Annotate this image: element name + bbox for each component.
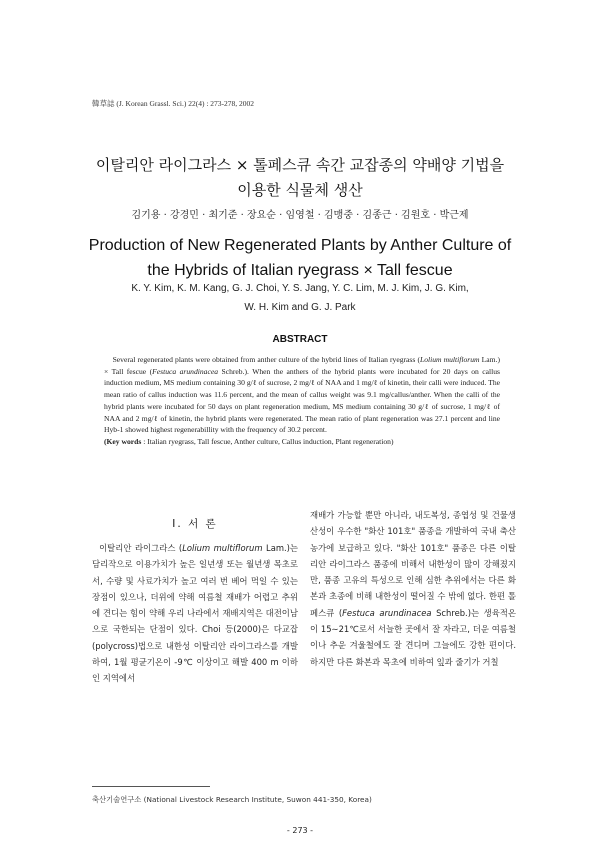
- right-paragraph: [310, 507, 516, 670]
- left-species-name: Lolium multiflorum: [182, 543, 263, 553]
- english-title-line-1: Production of New Regenerated Plants by Anther Culture of: [88, 237, 512, 254]
- footnote-affiliation: 축산기술연구소 (National Livestock Research Institute, Suwon 441-350, Korea): [92, 795, 372, 804]
- left-column-text: [92, 540, 298, 687]
- abstract-heading: ABSTRACT: [272, 334, 328, 345]
- left-text-1: 이탈리안 라이그라스 (: [99, 543, 183, 553]
- keywords-label: (Key words: [104, 436, 142, 446]
- right-species-name: Festuca arundinacea: [342, 607, 432, 618]
- abstract-paragraph: [104, 354, 500, 436]
- abstract-text-2: Lam.) × Tall fescue (: [104, 355, 500, 376]
- abstract-text-1: Several regenerated plants were obtained from anther culture of the hybrid lines of Italian ryegrass (: [112, 355, 420, 364]
- keywords: [104, 436, 500, 448]
- right-column-text: [310, 507, 516, 670]
- korean-title-line-2: 이용한 식물체 생산: [237, 181, 363, 199]
- right-text-2: Schreb.)는 생육적온이 15∼21℃로서 서늘한 곳에서 잘 자라고, 더운 여름철이나 추운 겨울철에도 잘 견디며 그늘에도 강한 편이다. 하지만 다른 화본과 목초에 비하여 잎과 줄기가 거칠: [310, 607, 516, 667]
- english-title-line-2: the Hybrids of Italian ryegrass × Tall fescue: [147, 262, 453, 279]
- footnote-divider: [92, 786, 210, 787]
- journal-header: 韓草誌 (J. Korean Grassl. Sci.) 22(4) : 273-278, 2002: [92, 99, 255, 108]
- korean-authors: 김기용 · 강경민 · 최기준 · 장요순 · 임영철 · 김맹중 · 김종근 · 김원호 · 박근제: [131, 210, 469, 221]
- left-text-2: Lam.)는 담리작으로 이용가치가 높은 일년생 또는 월년생 목초로서, 수량 및 사료가치가 높고 여러 번 베어 먹일 수 있는 장점이 있으나, 더위에 약해 여름철 재배가 어렵고 추위에 견디는 힘이 약해 우리 나라에서 재배지역은 대전이남으로 국한되는 단점이 있다. Choi 등(2000)은 다교잡(polycross)법으로 내한성 이탈리안 라이그라스를 개발하여, 1월 평균기온이 -9℃ 이상이고 해발 400 m 이하인 지역에서: [92, 543, 299, 684]
- abstract-text-3: Schreb.). When the anthers of the hybrid plants were incubated for 20 days on callus induction medium, MS medium containing 30 g/ℓ of sucrose, 2 mg/ℓ of NAA and 1 mg/ℓ of kinetin, their calli were induced. The mean ratio of callus induction was 11.6 percent, and the mean of callus weight was 9.1 mg/callus/anther. When the calli of the hybrid plants were incubated for 50 days on plant regeneration medium, MS medium containing 30 g/ℓ of sucrose, 1 mg/ℓ of NAA and 2 mg/ℓ of kinetin, the hybrid plants were regenerated. The mean ratio of plant regeneration was 27.1 percent and line Hyb-1 showed highest regenerabillity with the frequency of 30.2 percent.: [104, 366, 500, 435]
- english-authors-line-2: W. H. Kim and G. J. Park: [244, 302, 356, 313]
- species-name-lolium: Lolium multiflorum: [419, 355, 480, 364]
- korean-title-line-1: 이탈리안 라이그라스 × 톨페스큐 속간 교잡종의 약배양 기법을: [95, 156, 505, 174]
- abstract-body: [104, 354, 500, 448]
- keywords-list: : Italian ryegrass, Tall fescue, Anther culture, Callus induction, Plant regeneration): [141, 436, 394, 446]
- section-heading-introduction: Ⅰ. 서 론: [172, 518, 218, 530]
- left-paragraph: [92, 540, 298, 687]
- right-text-1: 재배가 가능할 뿐만 아니라, 내도복성, 종엽성 및 건물생산성이 우수한 "화산 101호" 품종을 개발하여 국내 축산농가에 보급하고 있다. "화산 101호" 품종은 다른 이탈리안 라이그라스 품종에 비해서 내한성이 많이 강해졌지만, 품종 고유의 특성으로 인해 심한 추위에서는 다른 화본과 초종에 비해 내한성이 떨어질 수 밖에 없다. 한편 톨페스큐 (: [310, 510, 516, 618]
- page-number: - 273 -: [286, 826, 314, 835]
- english-authors-line-1: K. Y. Kim, K. M. Kang, G. J. Choi, Y. S. Jang, Y. C. Lim, M. J. Kim, J. G. Kim,: [131, 283, 469, 294]
- species-name-festuca: Festuca arundinacea: [152, 366, 219, 376]
